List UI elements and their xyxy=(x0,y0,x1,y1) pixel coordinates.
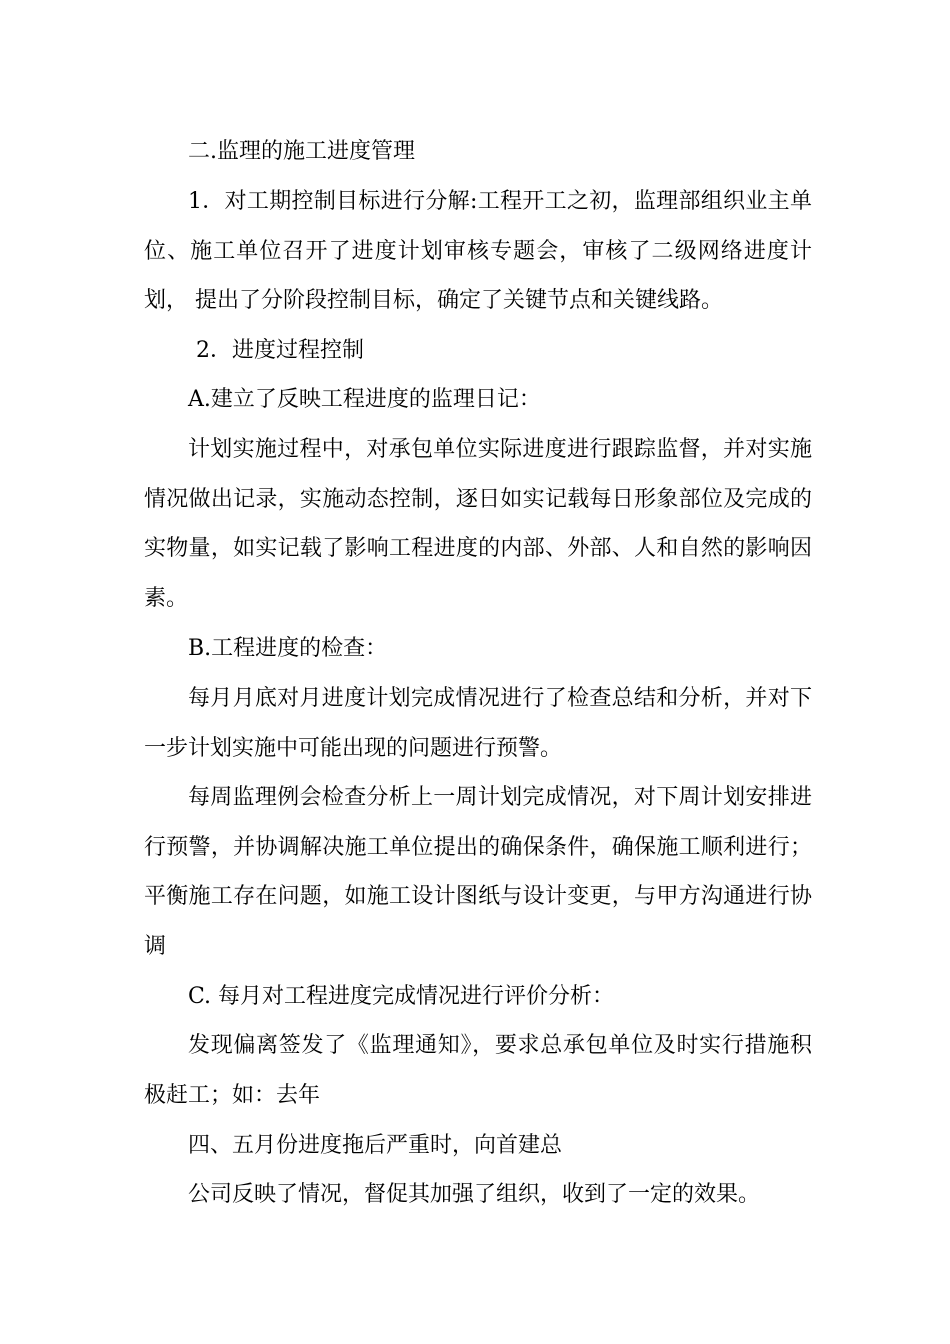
paragraph-monthly-check: 每月月底对月进度计划完成情况进行了检查总结和分析，并对下一步计划实施中可能出现的问题进行预警。 xyxy=(144,686,812,761)
paragraph-result: 公司反映了情况，督促其加强了组织，收到了一定的效果。 xyxy=(188,1182,761,1207)
paragraph-weekly-meeting: 每周监理例会检查分析上一周计划完成情况，对下周计划安排进行预警，并协调解决施工单位提出的确保条件，确保施工顺利进行；平衡施工存在问题，如施工设计图纸与设计变更，与甲方沟通进行协调 xyxy=(144,785,812,959)
subheading-process-control: 2．进度过程控制 xyxy=(196,338,364,363)
subheading-a-supervision-diary: A.建立了反映工程进度的监理日记： xyxy=(188,387,541,412)
paragraph-delay: 四、五月份进度拖后严重时，向首建总 xyxy=(188,1133,563,1158)
paragraph-notice: 发现偏离签发了《监理通知》，要求总承包单位及时实行措施积极赶工；如：去年 xyxy=(144,1033,812,1108)
section-heading: 二.监理的施工进度管理 xyxy=(188,139,415,164)
paragraph-tracking: 计划实施过程中，对承包单位实际进度进行跟踪监督，并对实施情况做出记录，实施动态控制，逐日如实记载每日形象部位及完成的实物量，如实记载了影响工程进度的内部、外部、人和自然的影响因素。 xyxy=(144,437,812,611)
subheading-c-monthly-evaluation: C. 每月对工程进度完成情况进行评价分析： xyxy=(188,984,615,1009)
paragraph-schedule-decomposition: 1．对工期控制目标进行分解:工程开工之初，监理部组织业主单位、施工单位召开了进度计划审核专题会，审核了二级网络进度计划， 提出了分阶段控制目标，确定了关键节点和关键线路。 xyxy=(144,189,812,314)
subheading-b-progress-check: B.工程进度的检查： xyxy=(188,636,388,661)
